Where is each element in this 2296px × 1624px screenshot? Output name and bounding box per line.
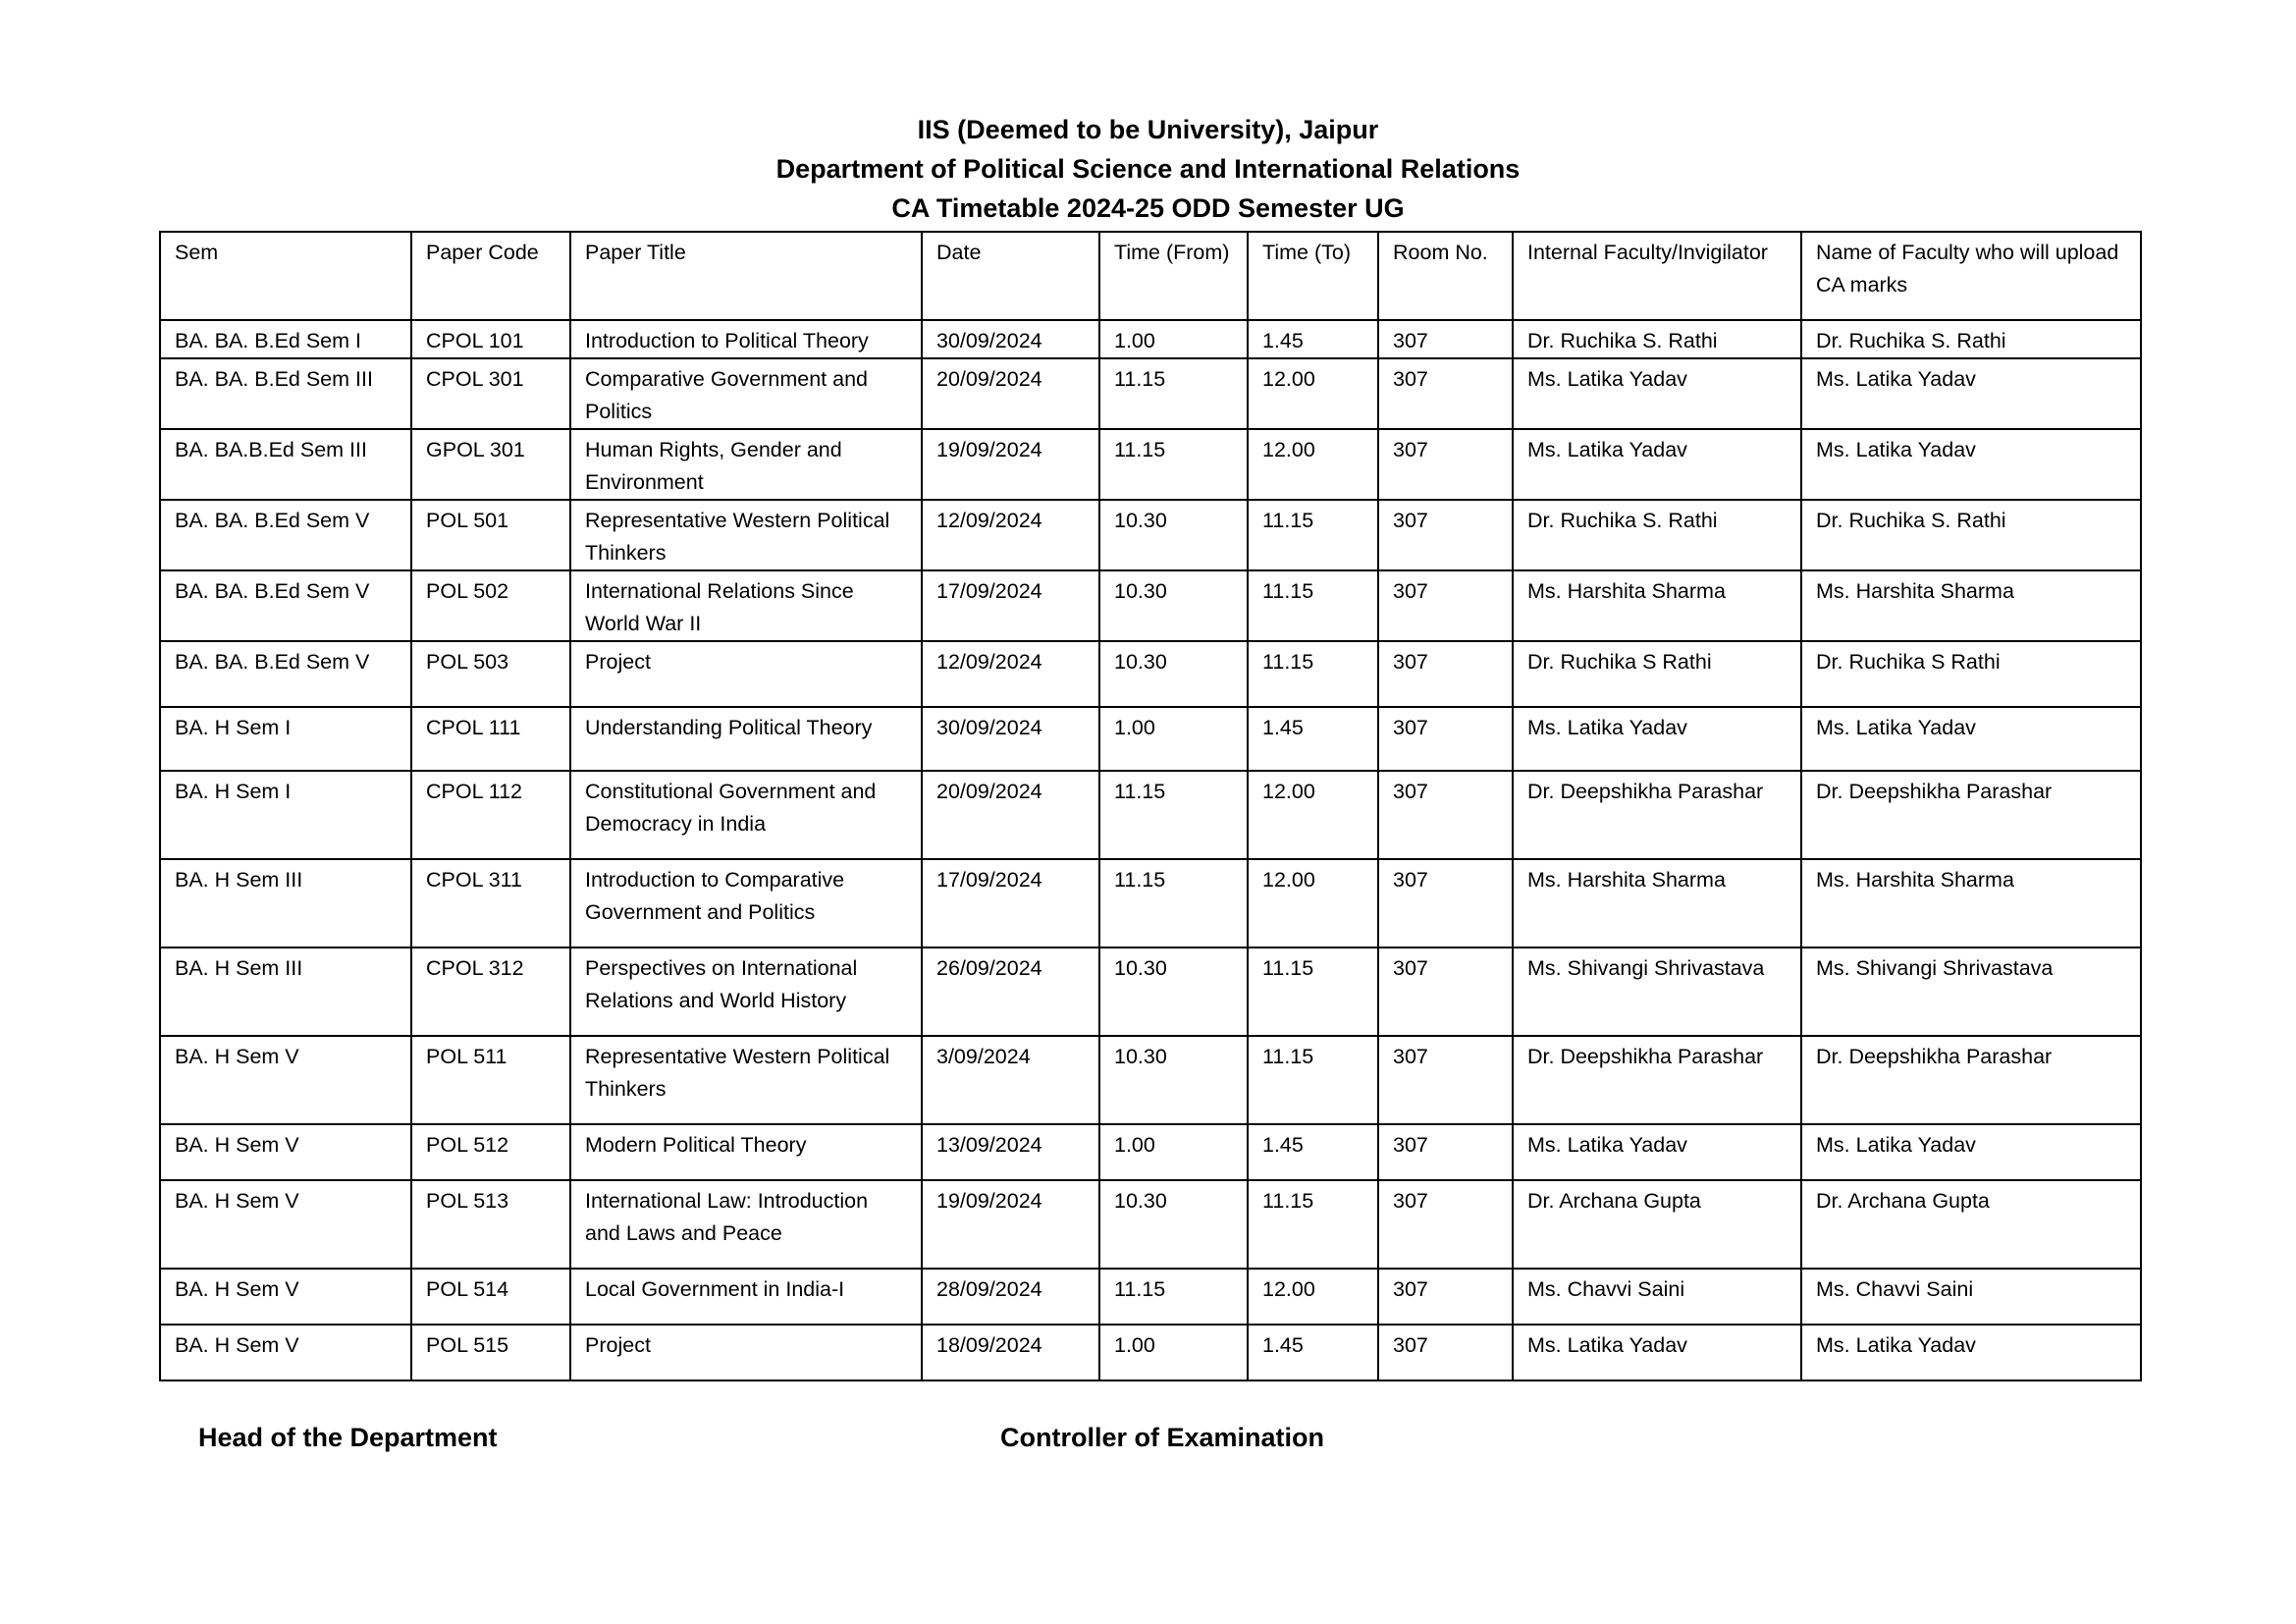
cell-date: 12/09/2024 xyxy=(922,641,1099,707)
cell-invigilator: Ms. Chavvi Saini xyxy=(1513,1269,1801,1325)
cell-paper-code: POL 514 xyxy=(411,1269,570,1325)
column-header-date: Date xyxy=(922,232,1099,320)
column-header-sem: Sem xyxy=(160,232,411,320)
cell-paper-code: GPOL 301 xyxy=(411,429,570,500)
ca-timetable xyxy=(159,231,2142,1381)
cell-uploader: Dr. Ruchika S Rathi xyxy=(1801,641,2141,707)
cell-room-no: 307 xyxy=(1378,500,1513,570)
cell-time-from: 1.00 xyxy=(1099,1325,1248,1380)
cell-sem: BA. H Sem V xyxy=(160,1180,411,1269)
cell-paper-title: Perspectives on International Relations and World History xyxy=(570,947,922,1036)
cell-date: 30/09/2024 xyxy=(922,707,1099,771)
table-row xyxy=(160,859,2141,947)
cell-invigilator: Ms. Shivangi Shrivastava xyxy=(1513,947,1801,1036)
document-header xyxy=(0,110,2296,228)
cell-room-no: 307 xyxy=(1378,641,1513,707)
cell-date: 30/09/2024 xyxy=(922,320,1099,358)
cell-paper-code: POL 511 xyxy=(411,1036,570,1124)
cell-uploader: Dr. Deepshikha Parashar xyxy=(1801,1036,2141,1124)
table-row xyxy=(160,320,2141,358)
cell-paper-code: POL 503 xyxy=(411,641,570,707)
cell-time-to: 11.15 xyxy=(1248,641,1378,707)
cell-time-to: 11.15 xyxy=(1248,1180,1378,1269)
cell-time-to: 1.45 xyxy=(1248,320,1378,358)
cell-time-to: 12.00 xyxy=(1248,1269,1378,1325)
cell-date: 20/09/2024 xyxy=(922,771,1099,859)
cell-paper-title: Project xyxy=(570,1325,922,1380)
cell-uploader: Dr. Archana Gupta xyxy=(1801,1180,2141,1269)
cell-paper-title: Representative Western Political Thinkers xyxy=(570,500,922,570)
cell-time-from: 11.15 xyxy=(1099,859,1248,947)
cell-uploader: Ms. Chavvi Saini xyxy=(1801,1269,2141,1325)
document-title: CA Timetable 2024-25 ODD Semester UG xyxy=(891,193,1405,223)
cell-time-from: 11.15 xyxy=(1099,429,1248,500)
cell-invigilator: Ms. Latika Yadav xyxy=(1513,358,1801,429)
cell-invigilator: Ms. Latika Yadav xyxy=(1513,1325,1801,1380)
cell-uploader: Dr. Ruchika S. Rathi xyxy=(1801,500,2141,570)
cell-time-to: 12.00 xyxy=(1248,429,1378,500)
cell-uploader: Ms. Latika Yadav xyxy=(1801,1325,2141,1380)
cell-paper-code: POL 501 xyxy=(411,500,570,570)
table-row xyxy=(160,1325,2141,1380)
table-row xyxy=(160,947,2141,1036)
cell-paper-title: Introduction to Comparative Government and Politics xyxy=(570,859,922,947)
cell-room-no: 307 xyxy=(1378,429,1513,500)
cell-time-from: 1.00 xyxy=(1099,320,1248,358)
cell-sem: BA. H Sem I xyxy=(160,707,411,771)
cell-paper-title: Comparative Government and Politics xyxy=(570,358,922,429)
cell-date: 28/09/2024 xyxy=(922,1269,1099,1325)
table-row xyxy=(160,358,2141,429)
cell-time-from: 10.30 xyxy=(1099,947,1248,1036)
cell-date: 18/09/2024 xyxy=(922,1325,1099,1380)
cell-room-no: 307 xyxy=(1378,1325,1513,1380)
cell-paper-title: Understanding Political Theory xyxy=(570,707,922,771)
cell-paper-title: International Relations Since World War II xyxy=(570,570,922,641)
cell-invigilator: Ms. Harshita Sharma xyxy=(1513,570,1801,641)
cell-date: 13/09/2024 xyxy=(922,1124,1099,1180)
table-row xyxy=(160,1180,2141,1269)
cell-room-no: 307 xyxy=(1378,358,1513,429)
table-row xyxy=(160,1269,2141,1325)
cell-room-no: 307 xyxy=(1378,707,1513,771)
cell-invigilator: Dr. Deepshikha Parashar xyxy=(1513,1036,1801,1124)
cell-paper-title: Modern Political Theory xyxy=(570,1124,922,1180)
cell-paper-title: International Law: Introduction and Laws and Peace xyxy=(570,1180,922,1269)
cell-sem: BA. BA.B.Ed Sem III xyxy=(160,429,411,500)
column-header-room-no: Room No. xyxy=(1378,232,1513,320)
column-header-paper-title: Paper Title xyxy=(570,232,922,320)
column-header-invigilator: Internal Faculty/Invigilator xyxy=(1513,232,1801,320)
table-row xyxy=(160,429,2141,500)
cell-time-from: 1.00 xyxy=(1099,1124,1248,1180)
cell-sem: BA. H Sem V xyxy=(160,1269,411,1325)
cell-invigilator: Ms. Harshita Sharma xyxy=(1513,859,1801,947)
cell-uploader: Ms. Harshita Sharma xyxy=(1801,859,2141,947)
cell-room-no: 307 xyxy=(1378,771,1513,859)
cell-paper-code: POL 512 xyxy=(411,1124,570,1180)
table-row xyxy=(160,641,2141,707)
cell-room-no: 307 xyxy=(1378,1269,1513,1325)
cell-time-to: 1.45 xyxy=(1248,1124,1378,1180)
cell-invigilator: Dr. Ruchika S. Rathi xyxy=(1513,500,1801,570)
university-name: IIS (Deemed to be University), Jaipur xyxy=(917,115,1379,144)
cell-uploader: Ms. Latika Yadav xyxy=(1801,429,2141,500)
cell-room-no: 307 xyxy=(1378,947,1513,1036)
cell-sem: BA. H Sem V xyxy=(160,1325,411,1380)
cell-uploader: Dr. Ruchika S. Rathi xyxy=(1801,320,2141,358)
cell-time-to: 11.15 xyxy=(1248,570,1378,641)
cell-room-no: 307 xyxy=(1378,859,1513,947)
cell-time-from: 10.30 xyxy=(1099,570,1248,641)
cell-date: 12/09/2024 xyxy=(922,500,1099,570)
cell-time-from: 10.30 xyxy=(1099,641,1248,707)
cell-time-to: 12.00 xyxy=(1248,358,1378,429)
cell-uploader: Ms. Shivangi Shrivastava xyxy=(1801,947,2141,1036)
cell-sem: BA. BA. B.Ed Sem V xyxy=(160,641,411,707)
cell-paper-code: POL 513 xyxy=(411,1180,570,1269)
cell-paper-code: POL 502 xyxy=(411,570,570,641)
table-body xyxy=(160,320,2141,1380)
cell-date: 17/09/2024 xyxy=(922,859,1099,947)
cell-sem: BA. H Sem III xyxy=(160,947,411,1036)
cell-time-from: 11.15 xyxy=(1099,1269,1248,1325)
cell-sem: BA. BA. B.Ed Sem V xyxy=(160,570,411,641)
cell-date: 19/09/2024 xyxy=(922,1180,1099,1269)
cell-time-to: 11.15 xyxy=(1248,1036,1378,1124)
cell-paper-code: CPOL 101 xyxy=(411,320,570,358)
cell-time-from: 10.30 xyxy=(1099,1180,1248,1269)
cell-date: 20/09/2024 xyxy=(922,358,1099,429)
cell-invigilator: Ms. Latika Yadav xyxy=(1513,1124,1801,1180)
controller-of-examination-signature-label: Controller of Examination xyxy=(1000,1423,1325,1452)
cell-paper-title: Project xyxy=(570,641,922,707)
column-header-paper-code: Paper Code xyxy=(411,232,570,320)
cell-time-from: 10.30 xyxy=(1099,500,1248,570)
cell-paper-code: CPOL 301 xyxy=(411,358,570,429)
cell-date: 19/09/2024 xyxy=(922,429,1099,500)
cell-invigilator: Dr. Archana Gupta xyxy=(1513,1180,1801,1269)
cell-paper-code: CPOL 111 xyxy=(411,707,570,771)
table-header-row xyxy=(160,232,2141,320)
column-header-uploader: Name of Faculty who will upload CA marks xyxy=(1801,232,2141,320)
cell-sem: BA. BA. B.Ed Sem I xyxy=(160,320,411,358)
cell-room-no: 307 xyxy=(1378,320,1513,358)
cell-time-to: 12.00 xyxy=(1248,859,1378,947)
cell-time-to: 11.15 xyxy=(1248,947,1378,1036)
head-of-department-signature-label: Head of the Department xyxy=(198,1423,498,1452)
cell-invigilator: Dr. Ruchika S Rathi xyxy=(1513,641,1801,707)
cell-room-no: 307 xyxy=(1378,1180,1513,1269)
cell-room-no: 307 xyxy=(1378,1036,1513,1124)
cell-time-from: 1.00 xyxy=(1099,707,1248,771)
cell-time-to: 1.45 xyxy=(1248,707,1378,771)
table-row xyxy=(160,1124,2141,1180)
cell-date: 26/09/2024 xyxy=(922,947,1099,1036)
cell-time-to: 11.15 xyxy=(1248,500,1378,570)
cell-room-no: 307 xyxy=(1378,1124,1513,1180)
table-row xyxy=(160,1036,2141,1124)
cell-paper-title: Human Rights, Gender and Environment xyxy=(570,429,922,500)
cell-paper-code: CPOL 311 xyxy=(411,859,570,947)
cell-sem: BA. H Sem V xyxy=(160,1036,411,1124)
cell-paper-title: Representative Western Political Thinkers xyxy=(570,1036,922,1124)
cell-date: 17/09/2024 xyxy=(922,570,1099,641)
cell-invigilator: Dr. Deepshikha Parashar xyxy=(1513,771,1801,859)
cell-uploader: Ms. Latika Yadav xyxy=(1801,707,2141,771)
cell-sem: BA. H Sem III xyxy=(160,859,411,947)
cell-time-to: 12.00 xyxy=(1248,771,1378,859)
cell-uploader: Dr. Deepshikha Parashar xyxy=(1801,771,2141,859)
cell-paper-code: CPOL 312 xyxy=(411,947,570,1036)
column-header-time-to: Time (To) xyxy=(1248,232,1378,320)
cell-paper-title: Local Government in India-I xyxy=(570,1269,922,1325)
cell-time-from: 11.15 xyxy=(1099,358,1248,429)
cell-invigilator: Dr. Ruchika S. Rathi xyxy=(1513,320,1801,358)
cell-uploader: Ms. Latika Yadav xyxy=(1801,1124,2141,1180)
cell-paper-title: Constitutional Government and Democracy in India xyxy=(570,771,922,859)
cell-paper-title: Introduction to Political Theory xyxy=(570,320,922,358)
cell-sem: BA. H Sem I xyxy=(160,771,411,859)
cell-sem: BA. BA. B.Ed Sem V xyxy=(160,500,411,570)
cell-paper-code: CPOL 112 xyxy=(411,771,570,859)
table-row xyxy=(160,771,2141,859)
cell-paper-code: POL 515 xyxy=(411,1325,570,1380)
column-header-time-from: Time (From) xyxy=(1099,232,1248,320)
cell-invigilator: Ms. Latika Yadav xyxy=(1513,707,1801,771)
cell-date: 3/09/2024 xyxy=(922,1036,1099,1124)
table-row xyxy=(160,570,2141,641)
table-row xyxy=(160,707,2141,771)
cell-uploader: Ms. Latika Yadav xyxy=(1801,358,2141,429)
cell-sem: BA. BA. B.Ed Sem III xyxy=(160,358,411,429)
cell-invigilator: Ms. Latika Yadav xyxy=(1513,429,1801,500)
cell-uploader: Ms. Harshita Sharma xyxy=(1801,570,2141,641)
cell-time-to: 1.45 xyxy=(1248,1325,1378,1380)
cell-room-no: 307 xyxy=(1378,570,1513,641)
cell-time-from: 11.15 xyxy=(1099,771,1248,859)
table-row xyxy=(160,500,2141,570)
cell-time-from: 10.30 xyxy=(1099,1036,1248,1124)
cell-sem: BA. H Sem V xyxy=(160,1124,411,1180)
department-name: Department of Political Science and International Relations xyxy=(775,154,1521,184)
